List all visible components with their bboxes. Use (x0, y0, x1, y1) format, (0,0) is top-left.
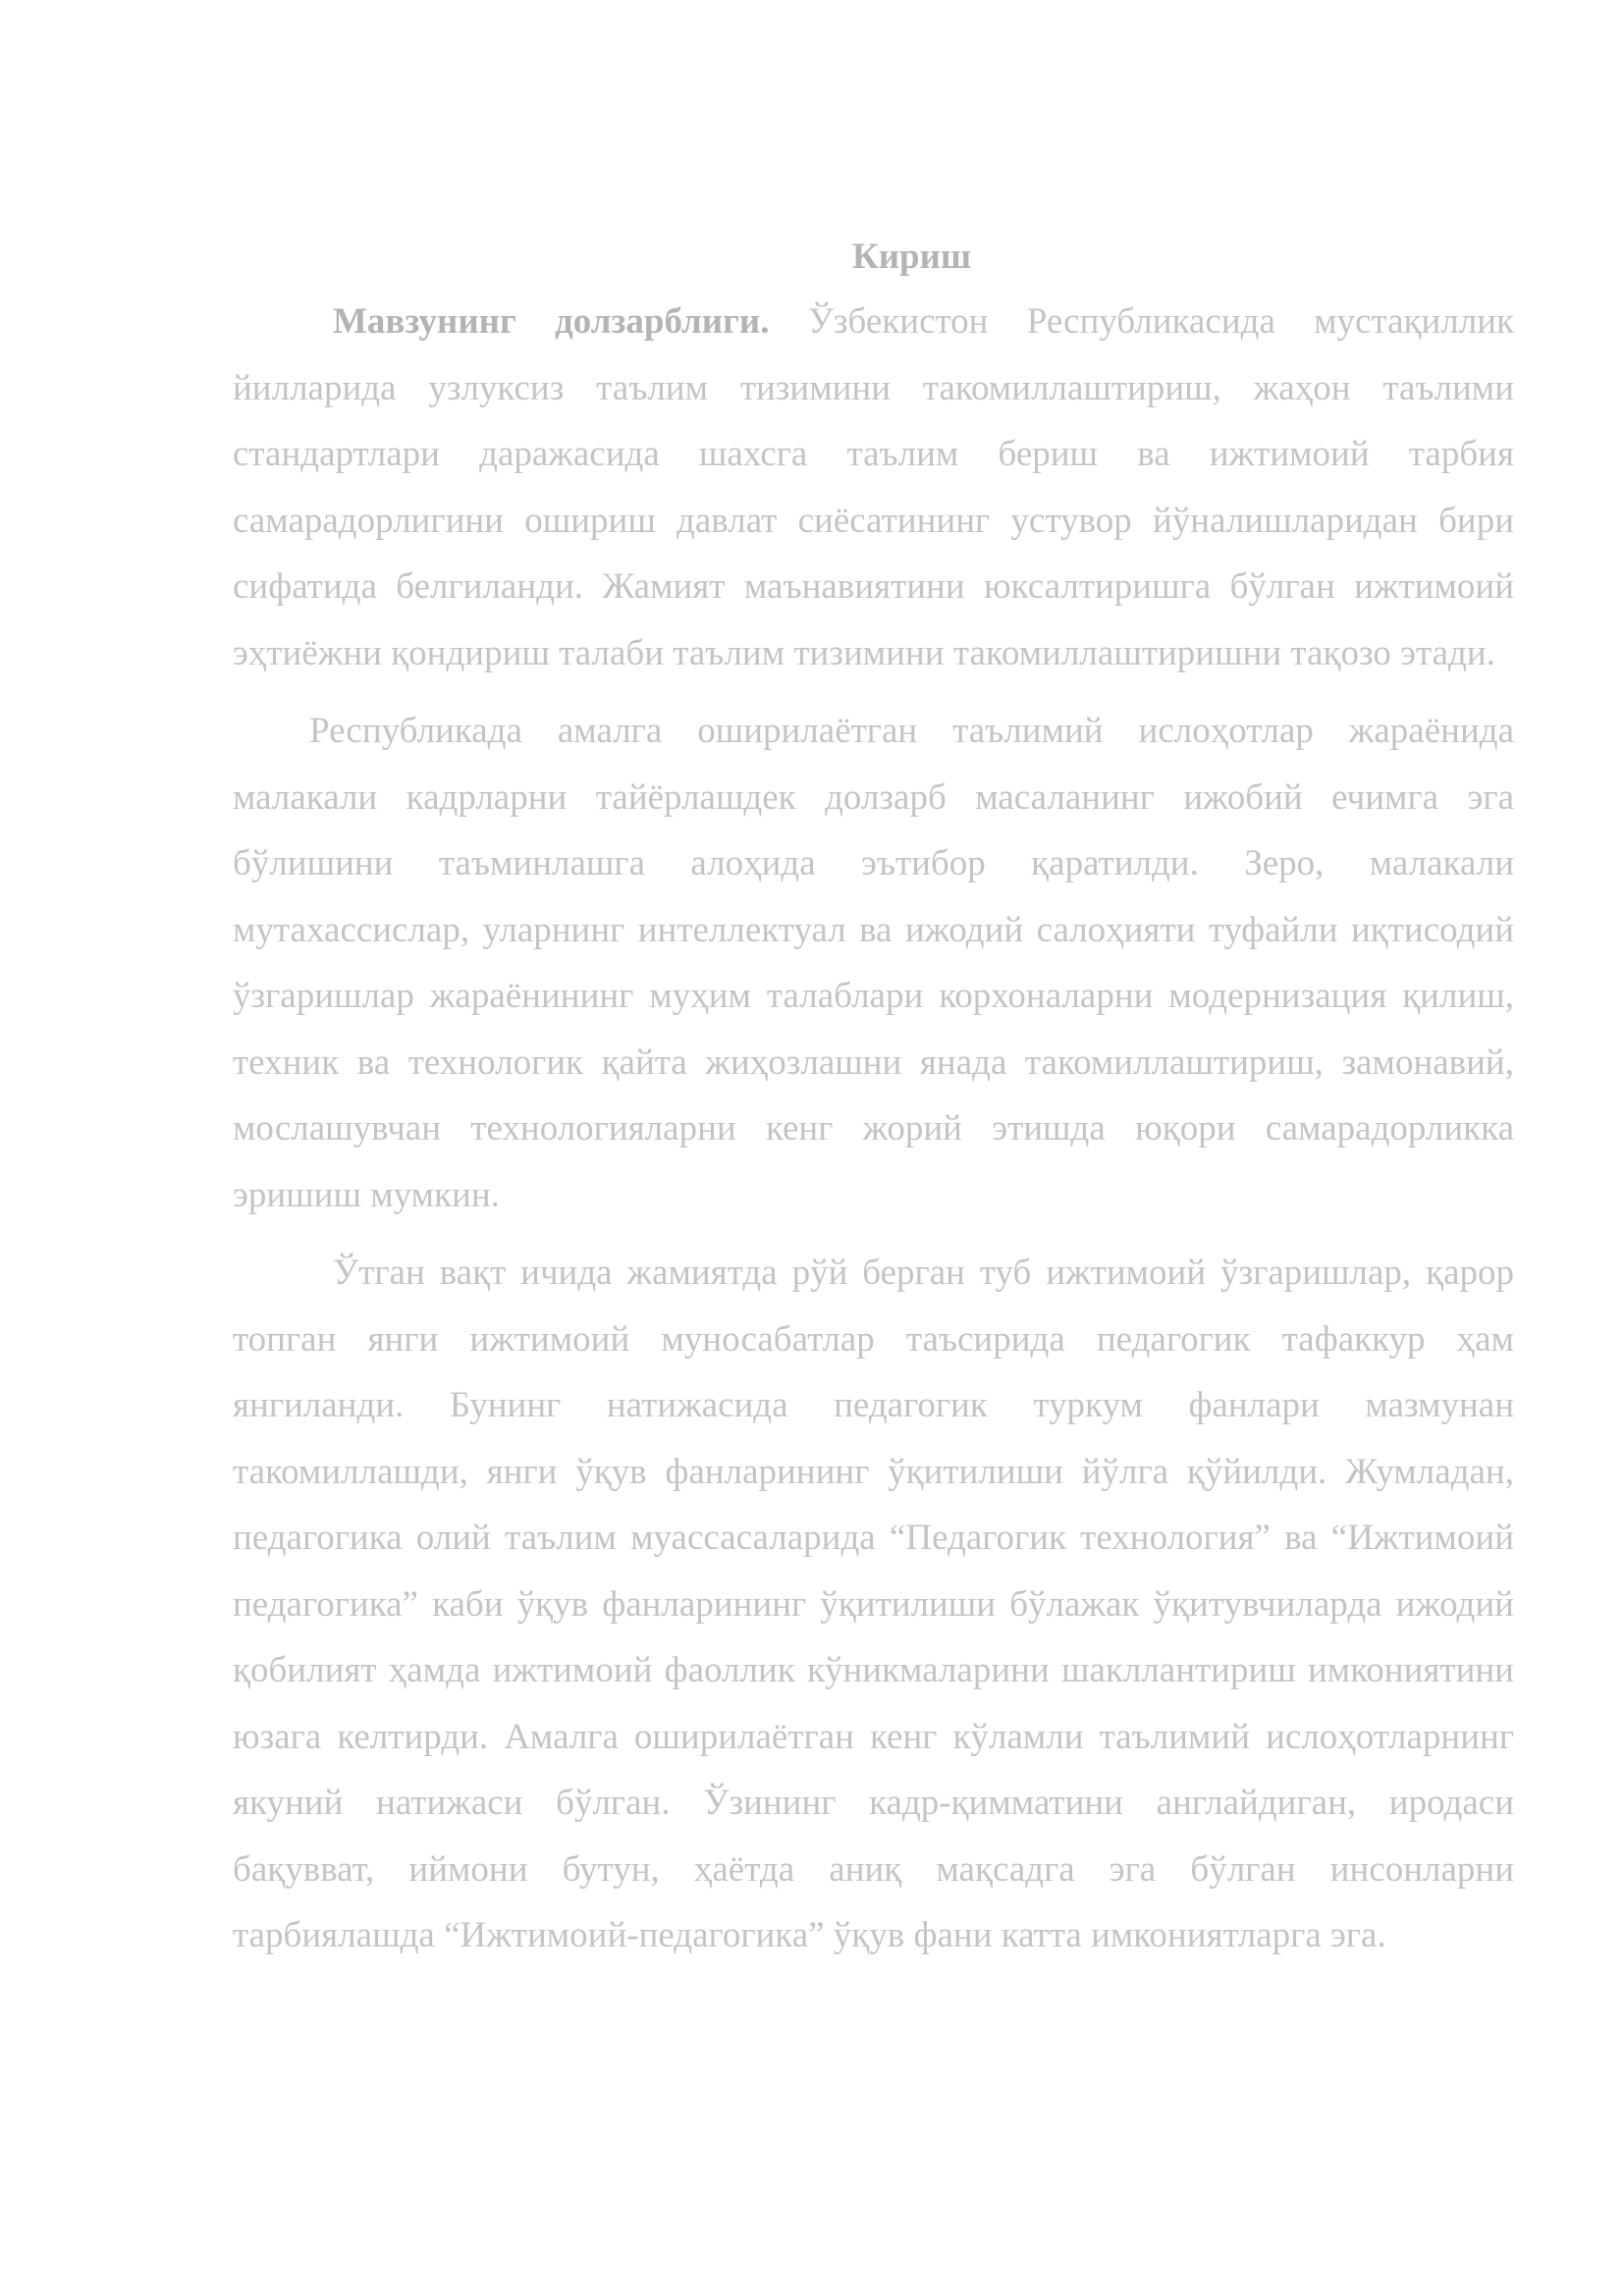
paragraph-reforms: Республикада амалга оширилаётган таълимий ислоҳотлар жараёнида малакали кадрларни тайёрлашдек долзарб масаланинг ижобий ечимга эга бўлишини таъминлашга алоҳида эътибор қаратилди. Зеро, малакали мутахассислар, уларнинг интеллектуал ва ижодий салоҳияти туфайли иқтисодий ўзгаришлар жараёнининг муҳим талаблари корхоналарни модернизация қилиш, техник ва технологик қайта жиҳозлашни янада такомиллаштириш, замонавий, мослашувчан технологияларни кенг жорий этишда юқори самарадорликка эришиш мумкин. (233, 711, 1514, 1215)
paragraph-relevance (233, 289, 1514, 686)
paragraph-relevance-text: Ўзбекистон Республикасида мустақиллик йилларида узлуксиз таълим тизимини такомиллаштириш, жаҳон таълими стандартлари даражасида шахсга таълим бериш ва ижтимоий тарбия самарадорлигини ошириш давлат сиёсатининг устувор йўналишларидан бири сифатида белгиланди. Жамият маънавиятини юксалтиришга бўлган ижтимоий эҳтиёжни қондириш талаби таълим тизимини такомиллаштиришни тақозо этади. (233, 301, 1514, 673)
document-page (233, 228, 1514, 1969)
paragraph-pedagogy: Ўтган вақт ичида жамиятда рўй берган туб ижтимоий ўзгаришлар, қарор топган янги ижтимоий муносабатлар таъсирида педагогик тафаккур ҳам янгиланди. Бунинг натижасида педагогик туркум фанлари мазмунан такомиллашди, янги ўқув фанларининг ўқитилиши йўлга қўйилди. Жумладан, педагогика олий таълим муассасаларида “Педагогик технология” ва “Ижтимоий педагогика” каби ўқув фанларининг ўқитилиши бўлажак ўқитувчиларда ижодий қобилият ҳамда ижтимоий фаоллик кўникмаларини шакллантириш имкониятини юзага келтирди. Амалга оширилаётган кенг кўламли таълимий ислоҳотларнинг якуний натижаси бўлган. Ўзининг кадр-қимматини англайдиган, иродаси бақувват, иймони бутун, ҳаётда аниқ мақсадга эга бўлган инсонларни тарбиялашда “Ижтимоий-педагогика” ўқув фани катта имкониятларга эга. (233, 1253, 1514, 1955)
document-title: Кириш (851, 237, 972, 277)
paragraph-lead-heading: Мавзунинг долзарблиги. (333, 301, 770, 342)
